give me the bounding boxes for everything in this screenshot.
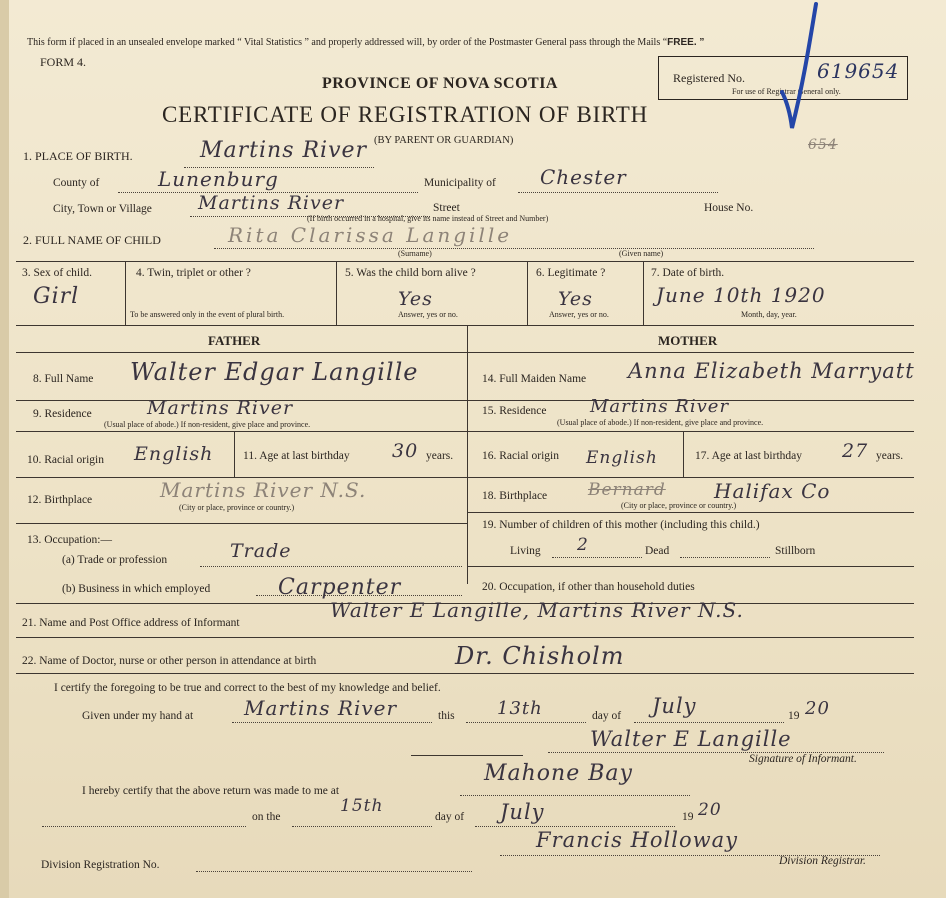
child-name-line [214,248,814,249]
child-name-label: 2. FULL NAME OF CHILD [23,233,161,247]
trade-label: (a) Trade or profession [62,554,168,566]
living-label: Living [510,545,541,557]
registrar-year-prefix: 19 [682,811,694,823]
twin-label: 4. Twin, triplet or other ? [136,267,251,279]
father-racial-label: 10. Racial origin [27,454,104,466]
business-label: (b) Business in which employed [62,583,211,595]
father-birthplace-note: (City or place, province or country.) [179,503,295,512]
division-registration-label: Division Registration No. [41,859,160,871]
margin-number: 654 [808,137,838,153]
father-residence-note: (Usual place of abode.) If non-resident, give place and province. [104,420,311,429]
mother-name-value: Anna Elizabeth Marryatt [628,359,915,383]
registrar-signature: Francis Holloway [536,828,738,852]
mother-birthplace-note: (City or place, province or country.) [621,501,737,510]
mother-birthplace-crossed: Bernard [588,480,666,500]
mother-name-label: 14. Full Maiden Name [482,373,587,385]
mother-residence-value: Martins River [590,396,730,417]
province-heading: PROVINCE OF NOVA SCOTIA [322,75,558,92]
municipality-value: Chester [540,165,627,189]
mother-residence-label: 15. Residence [482,405,547,417]
county-label: County of [53,177,100,189]
given-name-label: (Given name) [619,249,664,258]
given-year-prefix: 19 [788,710,800,722]
mother-racial-label: 16. Racial origin [482,450,559,462]
form-number: FORM 4. [40,55,87,69]
house-label: House No. [704,202,754,214]
father-birthplace-value: Martins River N.S. [160,478,367,502]
hospital-note: (If birth occurred in a hospital, give its name instead of Street and Number) [307,214,549,223]
surname-label: (Surname) [398,249,432,258]
registrar-month-value: July [500,800,545,824]
father-name-value: Walter Edgar Langille [130,358,419,386]
informant-value: Walter E Langille, Martins River N.S. [330,598,744,622]
sex-label: 3. Sex of child. [22,267,92,279]
mother-residence-note: (Usual place of abode.) If non-resident, give place and province. [557,418,764,427]
alive-label: 5. Was the child born alive ? [345,267,476,279]
informant-signature-label: Signature of Informant. [749,753,857,765]
informant-signature: Walter E Langille [590,727,792,751]
registrar-place-value: Mahone Bay [484,761,633,786]
page-left-edge [0,0,9,898]
father-age-label: 11. Age at last birthday [243,450,350,462]
on-the-label: on the [252,811,281,823]
street-label: Street [433,202,460,214]
given-place-value: Martins River [244,696,398,720]
certification-statement: I certify the foregoing to be true and correct to the best of my knowledge and belief. [54,682,441,694]
child-name-value: Rita Clarissa Langille [228,223,513,247]
short-divider [411,755,523,756]
father-name-label: 8. Full Name [33,373,94,385]
postal-notice: This form if placed in an unsealed envelope marked “ Vital Statistics ” and properly addressed will, by order of the Postmaster General pass through the Mails “FREE. ” [27,37,705,48]
alive-value: Yes [398,288,433,310]
legitimate-value: Yes [558,288,593,310]
registrar-year-value: 20 [698,800,722,820]
given-day-of-label: day of [592,710,622,722]
this-label: this [438,710,455,722]
date-of-birth-note: Month, day, year. [741,310,797,319]
mother-birthplace-label: 18. Birthplace [482,490,548,502]
place-of-birth-value: Martins River [200,138,368,163]
given-label: Given under my hand at [82,710,194,722]
trade-value: Trade [230,540,292,562]
mother-age-label: 17. Age at last birthday [695,450,802,462]
city-label: City, Town or Village [53,203,152,215]
father-racial-value: English [134,443,214,465]
attendant-label: 22. Name of Doctor, nurse or other person in attendance at birth [22,655,317,667]
place-of-birth-label: 1. PLACE OF BIRTH. [23,149,133,163]
mother-birthplace-value: Halifax Co [714,479,831,503]
mother-occupation-label: 20. Occupation, if other than household duties [482,581,695,593]
living-value: 2 [577,535,589,555]
mother-age-value: 27 [842,440,869,462]
municipality-label: Municipality of [424,177,496,189]
registered-label: Registered No. [673,71,745,85]
registrar-day-of-label: day of [435,811,465,823]
page-subtitle: (BY PARENT OR GUARDIAN) [374,135,514,146]
parent-divider [467,326,468,584]
attendant-value: Dr. Chisholm [455,642,625,670]
alive-note: Answer, yes or no. [398,310,458,319]
mother-racial-value: English [586,448,658,468]
informant-label: 21. Name and Post Office address of Informant [22,617,240,629]
occupation-label: 13. Occupation:— [27,534,112,546]
date-of-birth-label: 7. Date of birth. [651,267,725,279]
registrar-day-value: 15th [340,796,384,816]
twin-note: To be answered only in the event of plural birth. [130,310,285,319]
sex-value: Girl [33,284,80,309]
registered-note: For use of Registrar General only. [732,87,841,96]
mother-heading: MOTHER [658,333,718,348]
given-year-value: 20 [805,698,830,719]
date-of-birth-value: June 10th 1920 [656,283,826,307]
legitimate-label: 6. Legitimate ? [536,267,606,279]
dead-label: Dead [645,545,670,557]
father-residence-value: Martins River [147,397,294,419]
registrar-signature-label: Division Registrar. [779,855,866,867]
municipality-line [518,192,718,193]
city-value: Martins River [198,192,345,214]
children-count-label: 19. Number of children of this mother (including this child.) [482,519,760,531]
blue-check-mark [770,0,830,140]
stillborn-label: Stillborn [775,545,816,557]
county-value: Lunenburg [158,167,279,191]
registrar-statement: I hereby certify that the above return was made to me at [82,785,340,797]
father-birthplace-label: 12. Birthplace [27,494,93,506]
father-heading: FATHER [208,333,261,348]
registered-value: 619654 [817,59,900,83]
given-day-value: 13th [497,698,543,719]
legitimate-note: Answer, yes or no. [549,310,609,319]
given-month-value: July [652,694,697,718]
mother-age-unit: years. [876,450,904,462]
business-value: Carpenter [278,575,402,600]
page-title: CERTIFICATE OF REGISTRATION OF BIRTH [162,102,649,127]
father-age-value: 30 [392,440,419,462]
father-age-unit: years. [426,450,454,462]
father-residence-label: 9. Residence [33,408,92,420]
